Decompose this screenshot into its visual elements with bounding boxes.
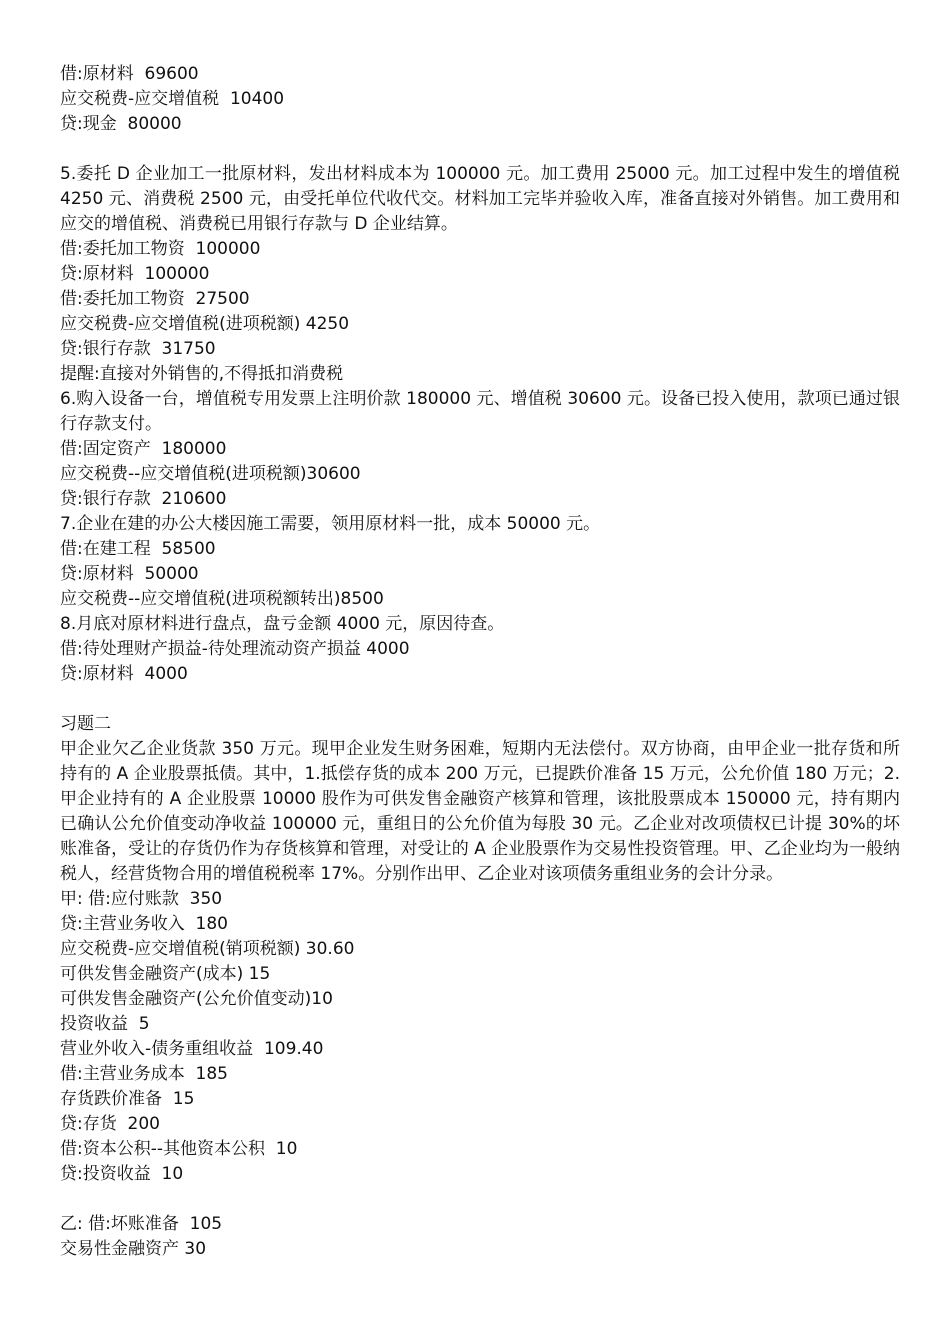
entry-line: 投资收益 5 — [60, 1014, 150, 1034]
entry-line: 贷:原材料 100000 — [60, 264, 210, 284]
blank-line — [60, 1187, 900, 1212]
entry-line: 存货跌价准备 15 — [60, 1089, 195, 1109]
entry-line: 贷:主营业务收入 180 — [60, 914, 228, 934]
entry-line: 交易性金融资产 30 — [60, 1239, 207, 1259]
question-7-text: 7.企业在建的办公大楼因施工需要，领用原材料一批，成本 50000 元。 — [60, 514, 601, 534]
entry-line: 应交税费--应交增值税(进项税额转出)8500 — [60, 589, 384, 609]
entry-line: 应交税费--应交增值税(进项税额)30600 — [60, 464, 361, 484]
blank-line — [60, 687, 900, 712]
exercise-heading: 习题二 — [60, 714, 111, 734]
entry-line: 借:待处理财产损益-待处理流动资产损益 4000 — [60, 639, 410, 659]
entry-line: 应交税费-应交增值税(进项税额) 4250 — [60, 314, 350, 334]
entry-line: 乙: 借:坏账准备 105 — [60, 1214, 223, 1234]
entry-line: 借:资本公积--其他资本公积 10 — [60, 1139, 298, 1159]
entry-line: 借:原材料 69600 — [60, 64, 199, 84]
document-page — [60, 62, 900, 1262]
entry-line: 借:固定资产 180000 — [60, 439, 227, 459]
entry-line: 贷:原材料 50000 — [60, 564, 199, 584]
entry-line: 借:主营业务成本 185 — [60, 1064, 228, 1084]
entry-line: 应交税费-应交增值税 10400 — [60, 89, 285, 109]
entry-line: 借:委托加工物资 27500 — [60, 289, 250, 309]
entry-line: 贷:银行存款 210600 — [60, 489, 227, 509]
entry-line: 可供发售金融资产(成本) 15 — [60, 964, 271, 984]
entry-line: 甲: 借:应付账款 350 — [60, 889, 223, 909]
entry-line: 贷:存货 200 — [60, 1114, 160, 1134]
entry-line: 营业外收入-债务重组收益 109.40 — [60, 1039, 324, 1059]
question-6-text: 6.购入设备一台，增值税专用发票上注明价款 180000 元、增值税 30600 元。设备已投入使用，款项已通过银行存款支付。 — [60, 389, 900, 434]
question-5-text: 5.委托 D 企业加工一批原材料，发出材料成本为 100000 元。加工费用 25000 元。加工过程中发生的增值税 4250 元、消费税 2500 元，由受托单位代收代交。材料加工完毕并验收入库，准备直接对外销售。加工费用和应交的增值税、消费税已用银行存款与 D 企业结算。 — [60, 164, 900, 234]
question-8-text: 8.月底对原材料进行盘点，盘亏金额 4000 元，原因待查。 — [60, 614, 505, 634]
note-line: 提醒:直接对外销售的,不得抵扣消费税 — [60, 364, 344, 384]
entry-line: 贷:原材料 4000 — [60, 664, 188, 684]
blank-line — [60, 137, 900, 162]
entry-line: 借:委托加工物资 100000 — [60, 239, 261, 259]
entry-line: 可供发售金融资产(公允价值变动)10 — [60, 989, 333, 1009]
entry-line: 借:在建工程 58500 — [60, 539, 216, 559]
exercise-2-text: 甲企业欠乙企业货款 350 万元。现甲企业发生财务困难，短期内无法偿付。双方协商，由甲企业一批存货和所持有的 A 企业股票抵债。其中，1.抵偿存货的成本 200 万元，已提跌价准备 15 万元，公允价值 180 万元；2.甲企业持有的 A 企业股票 10000 股作为可供发售金融资产核算和管理，该批股票成本 150000 元，持有期内已确认公允价值变动净收益 100000 元，重组日的公允价值为每股 30 元。乙企业对改项债权已计提 30%的坏账准备，受让的存货仍作为存货核算和管理，对受让的 A 企业股票作为交易性投资管理。甲、乙企业均为一般纳税人，经营货物合用的增值税税率 17%。分别作出甲、乙企业对该项债务重组业务的会计分录。 — [60, 739, 900, 884]
entry-line: 贷:现金 80000 — [60, 114, 182, 134]
entry-line: 应交税费-应交增值税(销项税额) 30.60 — [60, 939, 355, 959]
entry-line: 贷:银行存款 31750 — [60, 339, 216, 359]
entry-line: 贷:投资收益 10 — [60, 1164, 184, 1184]
